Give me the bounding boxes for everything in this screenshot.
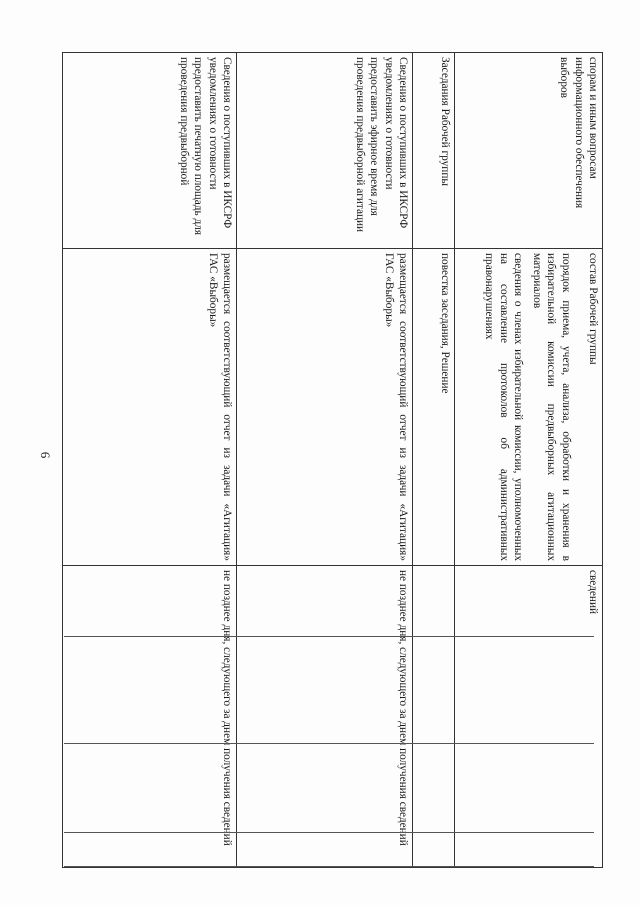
table-cell xyxy=(455,566,603,868)
cell-text: размещается соответствующий отчет из задачи «Агитация» ГАС «Выборы» xyxy=(206,253,233,561)
divider-line xyxy=(64,866,594,867)
cell-text: порядок приема, учета, анализа, обработки и хранения в избирательной комиссии предвыборных агитационных материалов xyxy=(530,253,572,561)
divider-line xyxy=(64,743,594,744)
cell-text: размещается соответствующий отчет из задачи «Агитация» ГАС «Выборы» xyxy=(382,253,409,561)
table-row xyxy=(413,53,455,868)
rotated-table-wrapper xyxy=(63,52,603,867)
page-number: 6 xyxy=(38,451,53,459)
table-cell xyxy=(413,566,455,868)
divider-line xyxy=(64,832,594,833)
cell-text: Сведения о поступивших в ИКСРФ уведомлениях о готовности предоставить печатную площадь для проведения предвыборной xyxy=(177,57,233,236)
cell-text: Сведения о поступивших в ИКСРФ уведомлениях о готовности предоставить эфирное время для проведения предвыборной агитации xyxy=(353,57,409,233)
cell-text: спорам и иным вопросам информационного обеспечения выборов xyxy=(558,57,599,209)
table-cell xyxy=(63,249,237,566)
table-cell xyxy=(237,566,413,868)
table-row xyxy=(237,53,413,868)
cell-text: не позднее дня, следующего за днем получения сведений xyxy=(397,570,409,846)
document-table xyxy=(62,52,603,868)
cell-text: сведений xyxy=(587,570,599,615)
cell-text: Заседания Рабочей группы xyxy=(439,57,451,186)
table-cell xyxy=(455,249,603,566)
cell-text: состав Рабочей группы xyxy=(587,253,599,365)
table-cell xyxy=(413,53,455,249)
cell-text: сведения о членах избирательной комиссии, уполномоченных на составление протоколов об административных правонарушениях xyxy=(483,253,525,561)
table-cell xyxy=(63,53,237,249)
cell-text: повестка заседания, Решение xyxy=(439,253,451,394)
table-cell xyxy=(455,53,603,249)
table-cell xyxy=(413,249,455,566)
divider-line xyxy=(64,636,594,637)
cell-text: не позднее дня, следующего за днем получения сведений xyxy=(221,570,233,846)
table-cell xyxy=(63,566,237,868)
table-row xyxy=(63,53,237,868)
table-row xyxy=(455,53,603,868)
table-cell xyxy=(237,249,413,566)
table-cell xyxy=(237,53,413,249)
